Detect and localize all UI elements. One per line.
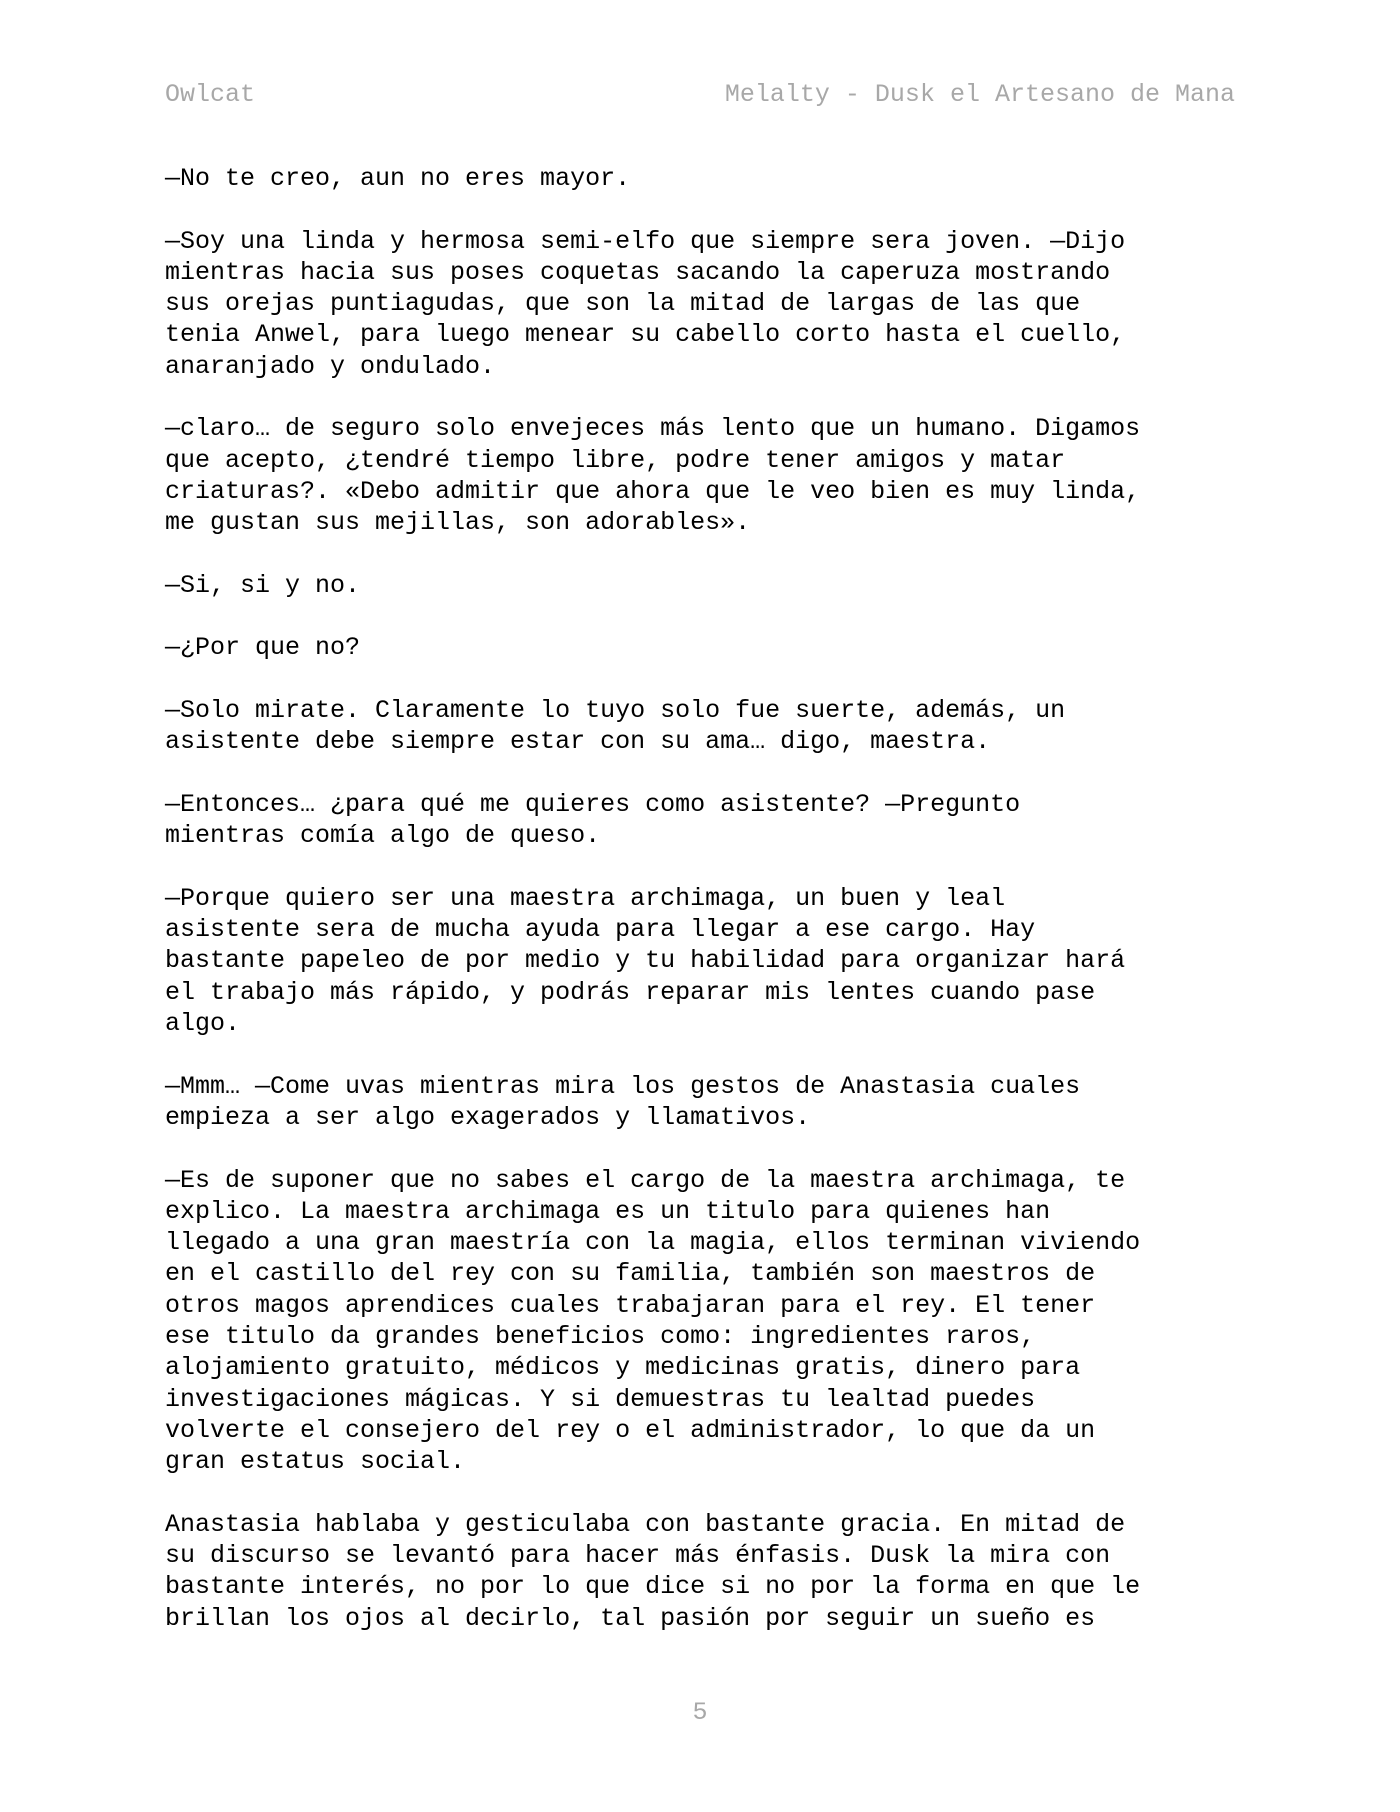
paragraph: —¿Por que no? xyxy=(165,633,361,663)
page-number: 5 xyxy=(692,1698,708,1727)
paragraph: —No te creo, aun no eres mayor. xyxy=(165,164,631,193)
paragraph: —Es de suponer que no sabes el cargo de la maestra archimaga, te explico. La maestra archimaga es un titulo para quienes han llegado a una gran maestría con la magia, ellos terminan viviendo en el castillo del rey con su familia, también son maestros de otros magos aprendices cuales trabajaran para el rey. El tener ese titulo da grandes beneficios como: ingredientes raros, alojamiento gratuito, médicos y medicinas gratis, dinero para investigaciones mágicas. Y si demuestras tu lealtad puedes volverte el consejero del rey o el administrador, lo que da un gran estatus social. xyxy=(165,1165,1141,1477)
paragraph: —Entonces… ¿para qué me quieres como asistente? —Pregunto mientras comía algo de queso. xyxy=(165,789,1021,851)
header-title: Melalty - Dusk el Artesano de Mana xyxy=(724,80,1235,109)
paragraph: —Si, si y no. xyxy=(165,570,361,600)
paragraph: —Soy una linda y hermosa semi-elfo que siempre sera joven. —Dijo mientras hacia sus poses coquetas sacando la caperuza mostrando sus orejas puntiagudas, que son la mitad de largas de las que tenia Anwel, para luego menear su cabello corto hasta el cuello, anaranjado y ondulado. xyxy=(165,226,1126,381)
header-author: Owlcat xyxy=(165,80,256,109)
page-header xyxy=(165,80,1235,112)
page-body xyxy=(165,163,1245,1665)
paragraph: —claro… de seguro solo envejeces más lento que un humano. Digamos que acepto, ¿tendré tiempo libre, podre tener amigos y matar criaturas?. «Debo admitir que ahora que le veo bien es muy linda, me gustan sus mejillas, son adorables». xyxy=(165,414,1141,538)
paragraph: —Solo mirate. Claramente lo tuyo solo fue suerte, además, un asistente debe siempre estar con su ama… digo, maestra. xyxy=(165,696,1066,757)
paragraph: —Mmm… —Come uvas mientras mira los gestos de Anastasia cuales empieza a ser algo exagerados y llamativos. xyxy=(165,1071,1081,1132)
paragraph: Anastasia hablaba y gesticulaba con bastante gracia. En mitad de su discurso se levantó para hacer más énfasis. Dusk la mira con bastante interés, no por lo que dice si no por la forma en que le brillan los ojos al decirlo, tal pasión por seguir un sueño es xyxy=(165,1509,1141,1633)
paragraph: —Porque quiero ser una maestra archimaga, un buen y leal asistente sera de mucha ayuda para llegar a ese cargo. Hay bastante papeleo de por medio y tu habilidad para organizar hará el trabajo más rápido, y podrás reparar mis lentes cuando pase algo. xyxy=(165,883,1126,1039)
